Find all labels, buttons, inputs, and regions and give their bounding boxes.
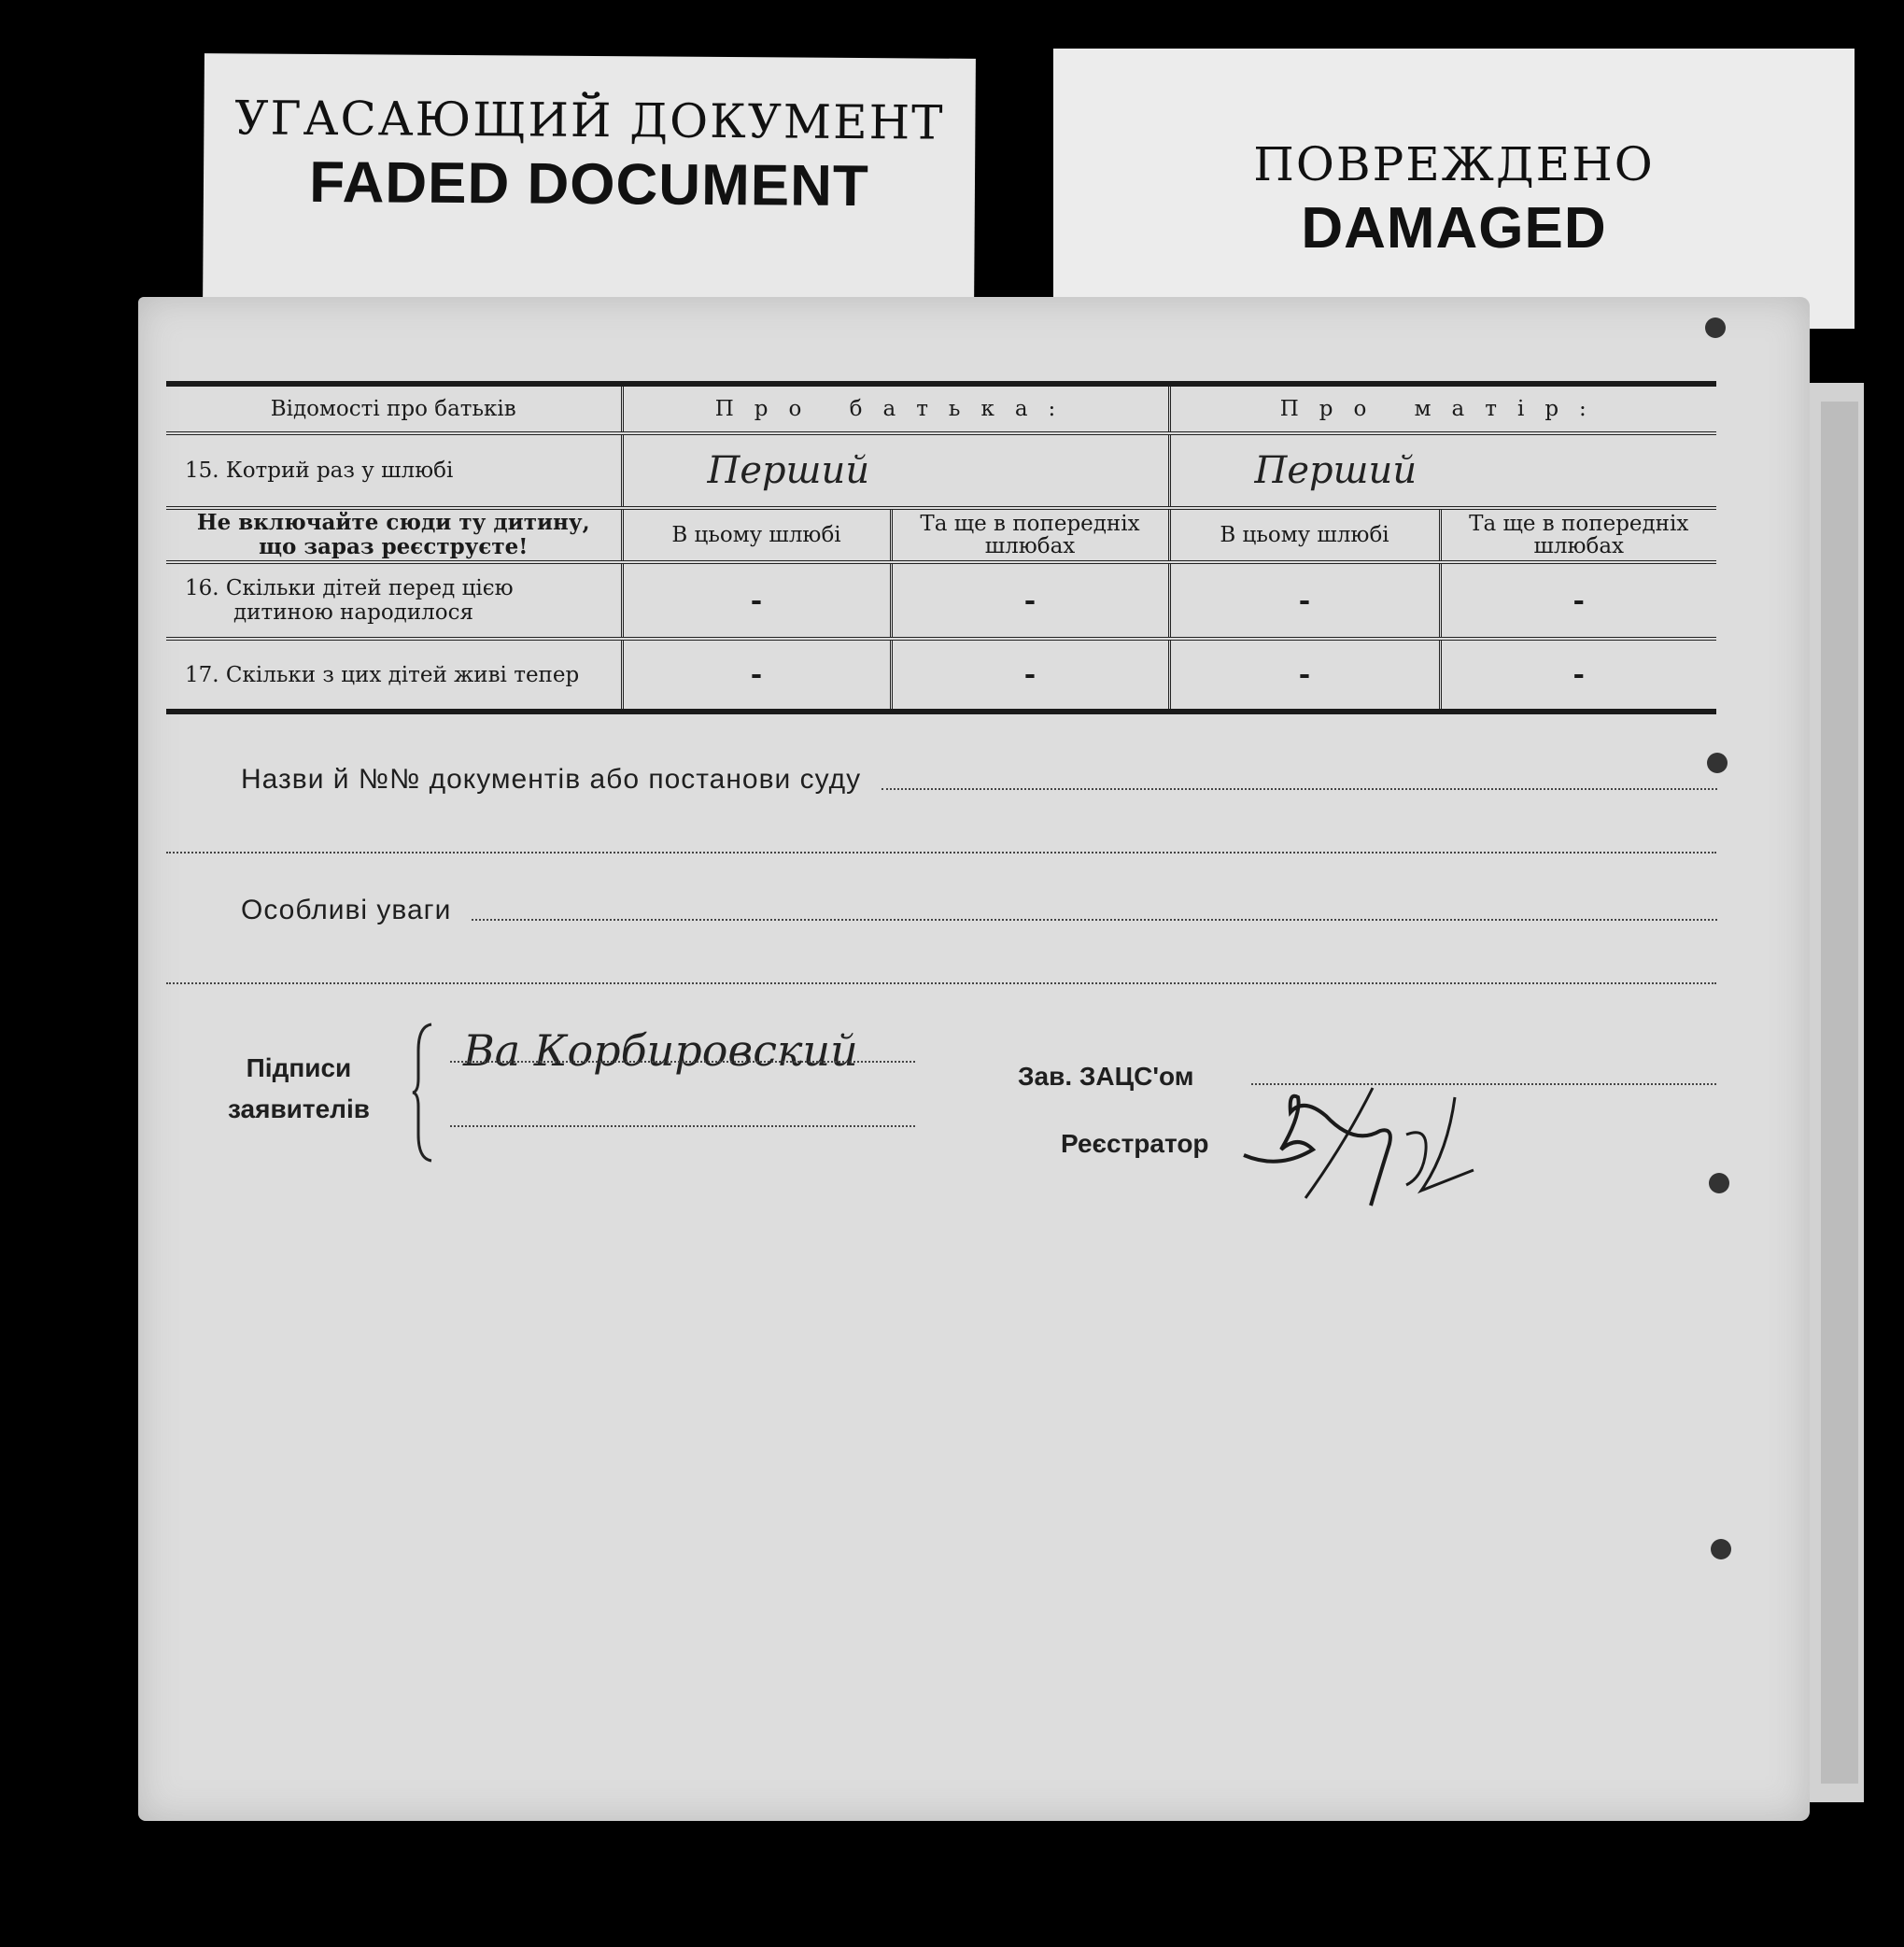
faded-label-en: FADED DOCUMENT (308, 149, 869, 219)
special-notes-dotted-line-2 (166, 982, 1716, 984)
documents-dotted-line-2 (166, 852, 1716, 854)
back-sheet-edge (1821, 402, 1858, 1784)
documents-label: Назви й №№ документів або постанови суду (241, 764, 862, 795)
table-row (166, 433, 1716, 508)
applicant-signature: Ва Корбировский (463, 1025, 858, 1076)
damaged-label-en: DAMAGED (1301, 196, 1607, 261)
faded-document-card (203, 53, 976, 311)
row-16-mother-this: - (1169, 562, 1440, 639)
warning-line-1: Не включайте сюди ту дитину, (196, 510, 590, 535)
documents-field (241, 758, 1717, 796)
applicants-signature-label (228, 1048, 370, 1130)
applicant-signature-line-1 (450, 1061, 915, 1063)
mother-heading: Про матір: (1169, 384, 1716, 433)
parents-info-heading: Відомості про батьків (166, 384, 622, 433)
documents-dotted-line (881, 788, 1717, 790)
brace-icon (411, 1023, 439, 1163)
parents-info-table (166, 381, 1716, 714)
exclusion-warning (166, 508, 622, 562)
mother-previous-marriages-heading (1440, 508, 1716, 562)
father-this-marriage-heading: В цьому шлюбі (622, 508, 891, 562)
row-16-label-line-2: дитиною народилося (233, 600, 474, 625)
punch-hole (1705, 317, 1726, 338)
head-label: Зав. ЗАЦС'ом (1018, 1062, 1194, 1091)
applicant-signature-line-2 (450, 1125, 915, 1127)
father-marriage-count: Перший (622, 433, 1169, 508)
row-16-father-previous: - (891, 562, 1169, 639)
row-17-father-previous: - (891, 639, 1169, 712)
registrar-label: Реєстратор (1061, 1129, 1209, 1158)
row-16-father-this: - (622, 562, 891, 639)
special-notes-field (241, 889, 1717, 926)
previous-marriages-line-2: шлюбах (984, 534, 1076, 558)
applicants-label-line-1: Підписи (246, 1053, 352, 1082)
warning-line-2: що зараз реєструєте! (259, 534, 529, 559)
father-heading: Про батька: (622, 384, 1169, 433)
applicants-label-line-2: заявителів (228, 1094, 370, 1123)
registrar-signature (1223, 1060, 1494, 1209)
table-header-row (166, 384, 1716, 433)
father-previous-marriages-heading (891, 508, 1169, 562)
mother-marriage-count: Перший (1169, 433, 1716, 508)
row-17-label: 17. Скільки з цих дітей живі тепер (166, 639, 622, 712)
punch-hole (1711, 1539, 1731, 1559)
row-17-father-this: - (622, 639, 891, 712)
special-notes-dotted-line (472, 919, 1717, 921)
row-15-label: 15. Котрий раз у шлюбі (166, 433, 622, 508)
special-notes-label: Особливі уваги (241, 895, 452, 925)
table-subheader-row (166, 508, 1716, 562)
previous-marriages-line-1: Та ще в попередніх (1469, 512, 1689, 536)
row-16-label-line-1: 16. Скільки дітей перед цією (185, 576, 514, 600)
damaged-document-card (1053, 49, 1855, 329)
table-row (166, 639, 1716, 712)
previous-marriages-line-2: шлюбах (1533, 534, 1625, 558)
row-16-mother-previous: - (1440, 562, 1716, 639)
table-row (166, 562, 1716, 639)
punch-hole (1709, 1173, 1729, 1193)
faded-label-ru: УГАСАЮЩИЙ ДОКУМЕНТ (234, 91, 945, 150)
damaged-label-ru: ПОВРЕЖДЕНО (1253, 137, 1655, 191)
mother-this-marriage-heading: В цьому шлюбі (1169, 508, 1440, 562)
row-17-mother-this: - (1169, 639, 1440, 712)
row-17-mother-previous: - (1440, 639, 1716, 712)
previous-marriages-line-1: Та ще в попередніх (920, 512, 1140, 536)
row-16-label (166, 562, 622, 639)
